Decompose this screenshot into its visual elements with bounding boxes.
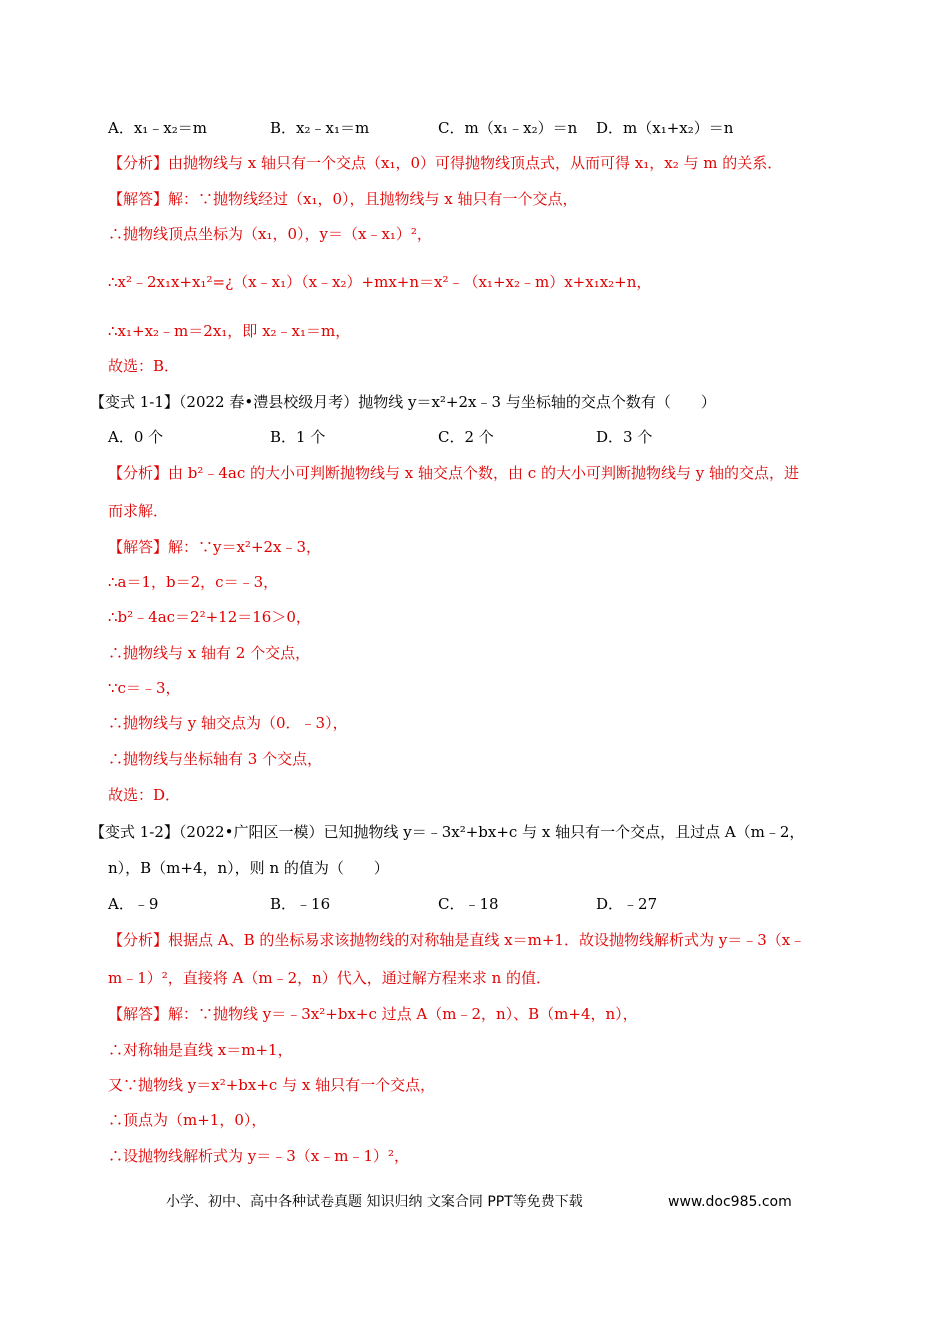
- q2-answer: 故选：D．: [108, 786, 181, 804]
- q2-solution-line-1: 【解答】解：∵y＝x²+2x﹣3，: [108, 538, 322, 556]
- q3-solution-line-5: ∴设抛物线解析式为 y＝﹣3（x﹣m﹣1）²，: [108, 1147, 410, 1165]
- q3-solution-line-1: 【解答】解：∵抛物线 y＝﹣3x²+bx+c 过点 A（m﹣2，n）、B（m+4，n），: [108, 1005, 638, 1023]
- q2-choice-d: D．3 个: [596, 428, 653, 446]
- q3-analysis-line-2: m﹣1）²，直接将 A（m﹣2，n）代入，通过解方程来求 n 的值．: [108, 969, 552, 987]
- footer-text: 小学、初中、高中各种试卷真题 知识归纳 文案合同 PPT等免费下载: [166, 1194, 583, 1210]
- q3-solution-line-4: ∴顶点为（m+1，0），: [108, 1111, 267, 1129]
- q2-solution-line-5: ∵c＝﹣3，: [108, 679, 181, 697]
- q1-answer: 故选：B．: [108, 357, 180, 375]
- q2-choice-a: A．0 个: [108, 428, 164, 446]
- q3-solution-line-3: 又∵抛物线 y＝x²+bx+c 与 x 轴只有一个交点，: [108, 1076, 436, 1094]
- q3-choices: [108, 894, 868, 914]
- q2-choice-b: B．1 个: [270, 428, 326, 446]
- q1-choice-a: A．x₁﹣x₂＝m: [108, 119, 208, 137]
- q3-choice-d: D．﹣27: [596, 895, 658, 913]
- q1-choice-c: C．m（x₁﹣x₂）＝n: [438, 119, 578, 137]
- q2-stem: 【变式 1-1】（2022 春•澧县校级月考）抛物线 y＝x²+2x﹣3 与坐标轴的交点个数有（ ）: [90, 393, 716, 411]
- q2-analysis-line-1: 【分析】由 b²﹣4ac 的大小可判断抛物线与 x 轴交点个数，由 c 的大小可判断抛物线与 y 轴的交点，进: [108, 464, 799, 482]
- q3-choice-c: C．﹣18: [438, 895, 499, 913]
- q3-stem-line-2: n），B（m+4，n），则 n 的值为（ ）: [108, 859, 389, 877]
- q2-solution-line-2: ∴a＝1，b＝2，c＝﹣3，: [108, 573, 279, 591]
- q2-solution-line-6: ∴抛物线与 y 轴交点为（0．﹣3），: [108, 714, 348, 732]
- q1-choices: [108, 118, 868, 138]
- footer-link[interactable]: www.doc985.com: [668, 1194, 792, 1210]
- q3-stem-line-1: 【变式 1-2】（2022•广阳区一模）已知抛物线 y＝﹣3x²+bx+c 与 x 轴只有一个交点，且过点 A（m﹣2，: [90, 823, 805, 841]
- q2-solution-line-3: ∴b²﹣4ac＝2²+12＝16＞0，: [108, 608, 311, 626]
- q1-choice-d: D．m（x₁+x₂）＝n: [596, 119, 734, 137]
- q2-solution-line-7: ∴抛物线与坐标轴有 3 个交点，: [108, 750, 323, 768]
- q3-choice-b: B．﹣16: [270, 895, 331, 913]
- q3-choice-a: A．﹣9: [108, 895, 159, 913]
- q2-choice-c: C．2 个: [438, 428, 494, 446]
- q2-solution-line-4: ∴抛物线与 x 轴有 2 个交点，: [108, 644, 311, 662]
- q2-choices: [108, 427, 868, 447]
- q3-analysis-line-1: 【分析】根据点 A、B 的坐标易求该抛物线的对称轴是直线 x＝m+1．故设抛物线解析式为 y＝﹣3（x﹣: [108, 931, 806, 949]
- q1-solution-line-4: ∴x₁+x₂﹣m＝2x₁，即 x₂﹣x₁＝m，: [108, 322, 351, 340]
- q1-solution-line-3: ∴x²﹣2x₁x+x₁²=¿（x﹣x₁）（x﹣x₂）+mx+n＝x²﹣（x₁+x₂﹣m）x+x₁x₂+n，: [108, 273, 652, 291]
- q3-solution-line-2: ∴对称轴是直线 x＝m+1，: [108, 1041, 293, 1059]
- q2-analysis-line-2: 而求解．: [108, 502, 169, 520]
- q1-solution-line-1: 【解答】解：∵抛物线经过（x₁，0），且抛物线与 x 轴只有一个交点，: [108, 190, 578, 208]
- q1-analysis: 【分析】由抛物线与 x 轴只有一个交点（x₁，0）可得抛物线顶点式，从而可得 x₁，x₂ 与 m 的关系．: [108, 154, 783, 172]
- q1-choice-b: B．x₂﹣x₁＝m: [270, 119, 370, 137]
- q1-solution-line-2: ∴抛物线顶点坐标为（x₁，0），y＝（x﹣x₁）²，: [108, 225, 432, 243]
